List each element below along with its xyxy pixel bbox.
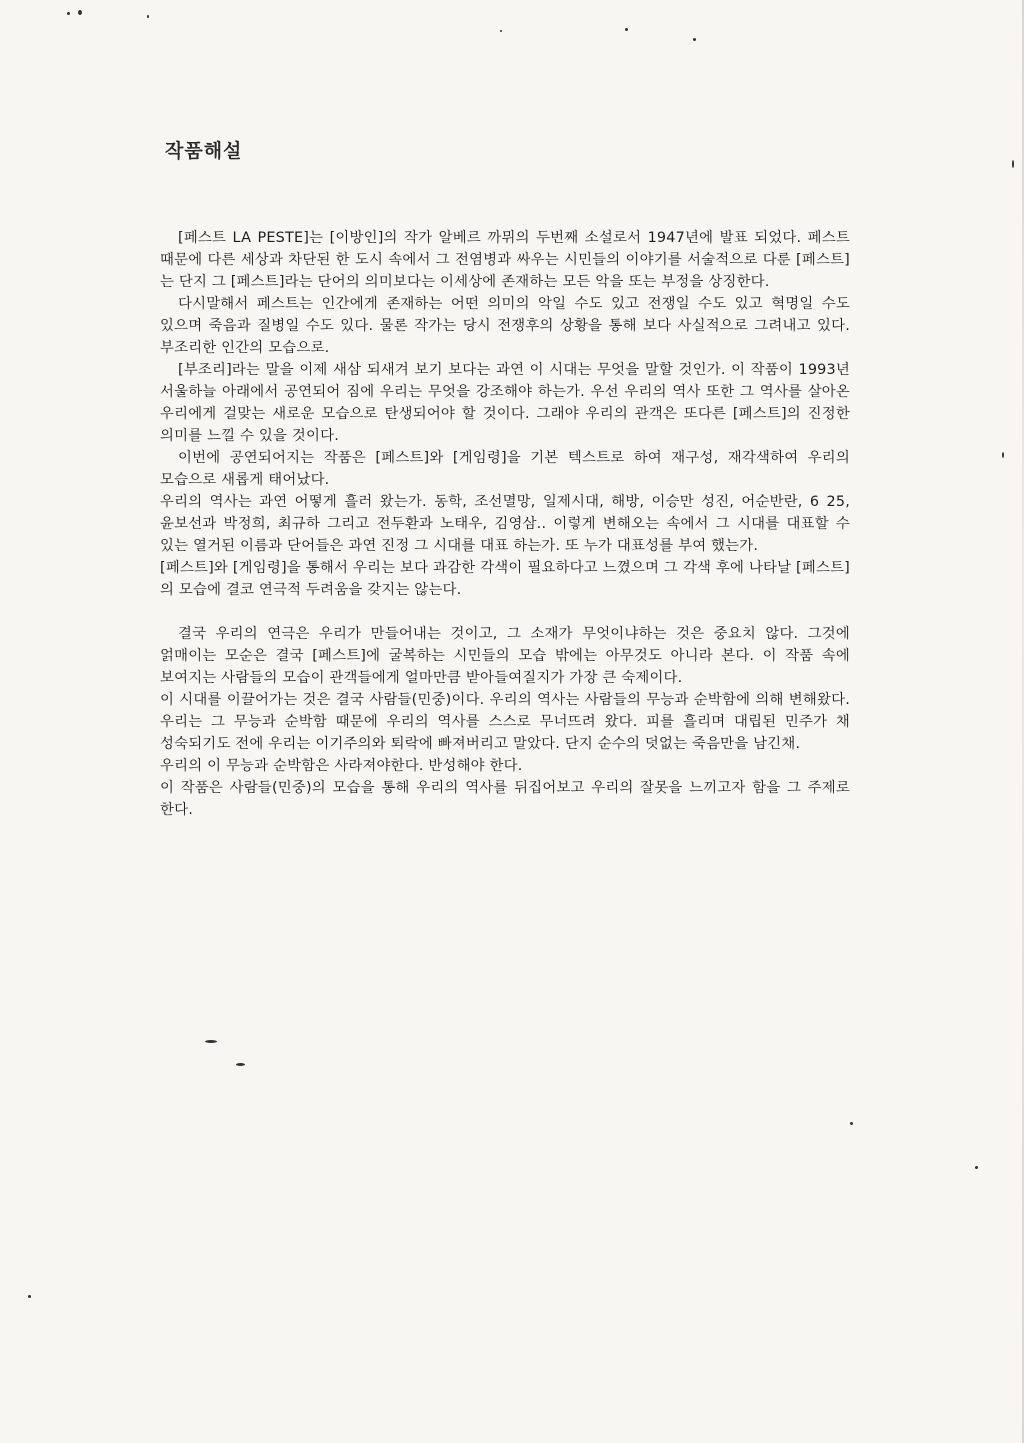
scan-speck xyxy=(975,1166,978,1169)
paragraph-gap xyxy=(160,601,850,623)
scan-speck xyxy=(1012,160,1014,168)
paragraph: 이 작품은 사람들(민중)의 모습을 통해 우리의 역사를 뒤집어보고 우리의 잘못을 느끼고자 함을 그 주제로 한다. xyxy=(160,780,850,818)
scan-speck xyxy=(205,1040,217,1043)
scan-speck xyxy=(500,30,502,32)
paragraph: 다시말해서 페스트는 인간에게 존재하는 어떤 의미의 악일 수도 있고 전쟁일 수도 있고 혁명일 수도 있으며 죽음과 질병일 수도 있다. 물론 작가는 당시 전쟁후의 상황을 통해 보다 사실적으로 그려내고 있다. 부조리한 인간의 모습으로. xyxy=(160,296,850,356)
paragraph: [부조리]라는 말을 이제 새삼 되새겨 보기 보다는 과연 이 시대는 무엇을 말할 것인가. 이 작품이 1993년 서울하늘 아래에서 공연되어 짐에 우리는 무엇을 강조해야 하는가. 우선 우리의 역사 또한 그 역사를 살아온 우리에게 걸맞는 새로운 모습으로 탄생되어야 할 것이다. 그래야 우리의 관객은 또다른 [페스트]의 진정한 의미를 느낄 수 있을 것이다. xyxy=(160,362,850,444)
paragraph: 이 시대를 이끌어가는 것은 결국 사람들(민중)이다. 우리의 역사는 사람들의 무능과 순박함에 의해 변해왔다. 우리는 그 무능과 순박함 때문에 우리의 역사를 스스로 무너뜨려 왔다. 피를 흘리며 대립된 민주가 채 성숙되기도 전에 우리는 이기주의와 퇴락에 빠져버리고 말았다. 단지 순수의 덧없는 죽음만을 남긴채. xyxy=(160,692,850,752)
document-heading: 작품해설 xyxy=(165,140,243,162)
paragraph: 우리의 역사는 과연 어떻게 흘러 왔는가. 동학, 조선멸망, 일제시대, 해방, 이승만 성진, 어순반란, 6 25, 윤보선과 박정희, 최규하 그리고 전두환과 노태우, 김영삼.. 이렇게 변해오는 속에서 그 시대를 대표할 수 있는 열거된 이름과 단어들은 과연 진정 그 시대를 대표 하는가. 또 누가 대표성를 부여 했는가. xyxy=(160,494,850,554)
document-body xyxy=(160,227,850,821)
paragraph: [페스트 LA PESTE]는 [이방인]의 작가 알베르 까뮈의 두번째 소설로서 1947년에 발표 되었다. 페스트 때문에 다른 세상과 차단된 한 도시 속에서 그 전염병과 싸우는 시민들의 이야기를 서술적으로 다룬 [페스트]는 단지 그 [페스트]라는 단어의 의미보다는 이세상에 존재하는 모든 악을 또는 부정을 상징한다. xyxy=(160,230,850,290)
scan-speck xyxy=(1002,452,1004,458)
scan-speck xyxy=(67,12,70,15)
scan-speck xyxy=(693,38,696,41)
scan-speck xyxy=(28,1295,31,1298)
scan-speck xyxy=(147,15,149,18)
scan-speck xyxy=(236,1063,245,1066)
scan-speck xyxy=(850,1122,853,1125)
scan-speck xyxy=(625,28,628,31)
scan-speck xyxy=(78,10,82,15)
paragraph: 결국 우리의 연극은 우리가 만들어내는 것이고, 그 소재가 무엇이냐하는 것은 중요치 않다. 그것에 얽매이는 모순은 결국 [페스트]에 굴복하는 시민들의 모습 밖에는 아무것도 아니라 본다. 이 작품 속에 보여지는 사람들의 모습이 관객들에게 얼마만큼 받아들여질지가 가장 큰 숙제이다. xyxy=(160,626,850,686)
paragraph: 이번에 공연되어지는 작품은 [페스트]와 [게임령]을 기본 텍스트로 하여 재구성, 재각색하여 우리의 모습으로 새롭게 태어났다. xyxy=(160,450,850,488)
paragraph: [페스트]와 [게임령]을 통해서 우리는 보다 과감한 각색이 필요하다고 느꼈으며 그 각색 후에 나타날 [페스트]의 모습에 결코 연극적 두려움을 갖지는 않는다. xyxy=(160,560,850,598)
paragraph: 우리의 이 무능과 순박함은 사라져야한다. 반성해야 한다. xyxy=(160,758,523,774)
